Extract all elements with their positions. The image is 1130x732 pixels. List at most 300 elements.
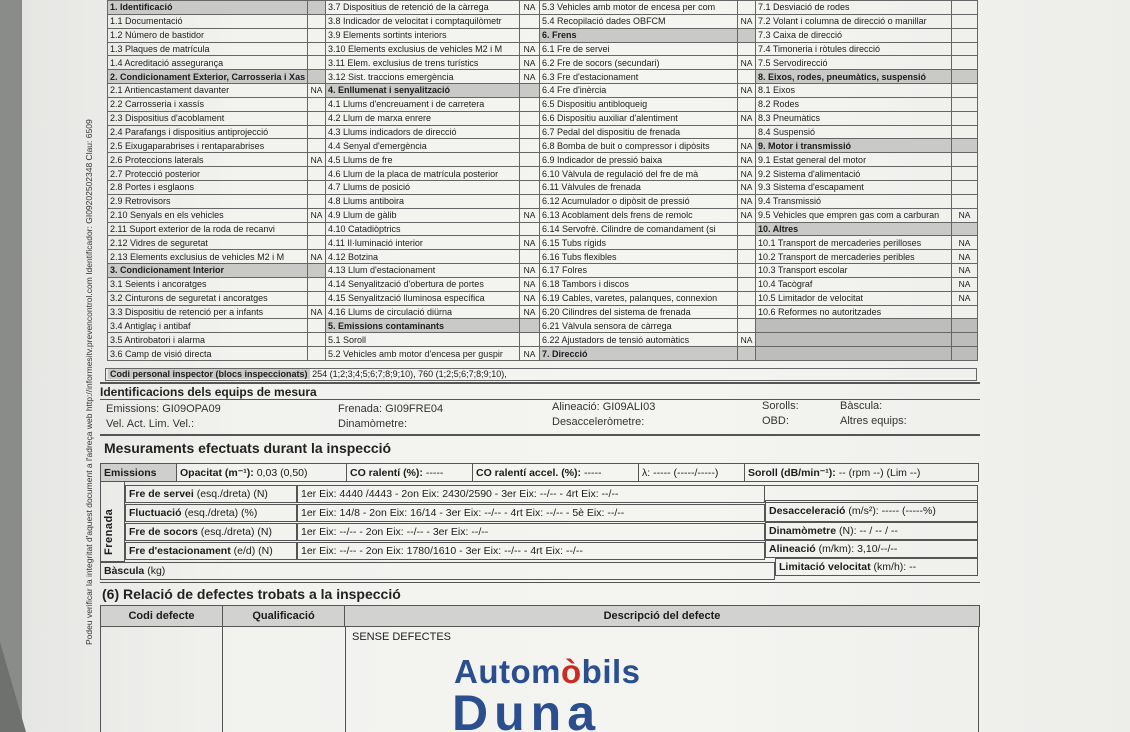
checklist-item: 2.4 Parafangs i dispositius antiprojecció	[108, 125, 308, 139]
na-flag	[952, 42, 978, 56]
emissions-row	[100, 463, 979, 482]
na-flag	[308, 1, 326, 15]
na-flag	[308, 319, 326, 333]
soroll-value: -- (rpm --) (Lim --)	[838, 466, 921, 479]
na-flag	[308, 180, 326, 194]
checklist-item: 2.12 Vidres de seguretat	[108, 236, 308, 250]
checklist-item: 6.9 Indicador de pressió baixa	[540, 153, 738, 167]
na-flag: NA	[308, 305, 326, 319]
na-flag	[738, 291, 756, 305]
na-flag	[738, 236, 756, 250]
na-flag	[738, 222, 756, 236]
checklist-row	[108, 222, 978, 236]
fre-socors-label: Fre de socors	[129, 526, 198, 538]
checklist-item: 2.7 Protecció posterior	[108, 167, 308, 181]
checklist-item: 2.11 Suport exterior de la roda de recanvi	[108, 222, 308, 236]
na-flag	[738, 70, 756, 84]
dinamometre-label: Dinamòmetre	[769, 525, 837, 537]
na-flag: NA	[952, 277, 978, 291]
fre-estac-values: 1er Eix: --/-- - 2on Eix: 1780/1610 - 3er Eix: --/-- - 4rt Eix: --/--	[297, 542, 765, 560]
na-flag	[520, 97, 540, 111]
checklist-row	[108, 291, 978, 305]
checklist-item: 6.3 Fre d'estacionament	[540, 70, 738, 84]
checklist-row	[108, 14, 978, 28]
checklist-item: 6.22 Ajustadors de tensió automàtics	[540, 333, 738, 347]
checklist-item: 4.8 Llums antiboira	[326, 194, 520, 208]
divider	[100, 582, 980, 583]
equip-sorolls: Sorolls:	[762, 400, 799, 412]
checklist-item: 3.11 Elem. exclusius de trens turístics	[326, 56, 520, 70]
empty-cell	[756, 347, 952, 361]
na-flag: NA	[952, 291, 978, 305]
emissions-label: Emissions	[101, 464, 177, 482]
desacceleracio-label: Desacceleració	[769, 505, 846, 517]
checklist-item: 4.1 Llums d'encreuament i de carretera	[326, 97, 520, 111]
na-flag	[308, 139, 326, 153]
na-flag: NA	[738, 139, 756, 153]
checklist-item: 2.13 Elements exclusius de vehicles M2 i M	[108, 250, 308, 264]
section-header: 8. Eixos, rodes, pneumàtics, suspensió	[756, 70, 952, 84]
na-flag: NA	[520, 70, 540, 84]
checklist-item: 6.2 Fre de socors (secundari)	[540, 56, 738, 70]
section-header: 3. Condicionament Interior	[108, 264, 308, 278]
checklist-item: 1.1 Documentació	[108, 14, 308, 28]
checklist-item: 6.5 Dispositiu antibloqueig	[540, 97, 738, 111]
checklist-item: 2.3 Dispositius d'acoblament	[108, 111, 308, 125]
defectes-header	[100, 605, 980, 627]
checklist-row	[108, 180, 978, 194]
na-flag: NA	[738, 208, 756, 222]
equip-desacc: Desacceleròmetre:	[552, 416, 645, 428]
na-flag: NA	[308, 250, 326, 264]
checklist-item: 3.9 Elements sortints interiors	[326, 28, 520, 42]
section-header: 5. Emissions contaminants	[326, 319, 520, 333]
checklist-item: 4.4 Senyal d'emergència	[326, 139, 520, 153]
na-flag	[952, 14, 978, 28]
checklist-item: 2.9 Retrovisors	[108, 194, 308, 208]
dinamometre-cell	[765, 522, 978, 540]
checklist-item: 4.2 Llum de marxa enrere	[326, 111, 520, 125]
alineacio-label: Alineació	[769, 543, 816, 555]
co-ralenti-cell	[347, 464, 473, 482]
checklist-item: 6.20 Cilindres del sistema de frenada	[540, 305, 738, 319]
checklist-item: 9.4 Transmissió	[756, 194, 952, 208]
bascula-cell	[100, 562, 775, 580]
fre-servei-label: Fre de servei	[129, 488, 194, 500]
na-flag: NA	[308, 208, 326, 222]
equip-alineacio: Alineació: GI09ALI03	[552, 401, 656, 413]
checklist-row	[108, 208, 978, 222]
checklist-item: 5.4 Recopilació dades OBFCM	[540, 14, 738, 28]
na-flag	[520, 84, 540, 98]
checklist-item: 7.1 Desviació de rodes	[756, 1, 952, 15]
fluctuacio-values: 1er Eix: 14/8 - 2on Eix: 16/14 - 3er Eix: --/-- - 4rt Eix: --/-- - 5è Eix: --/--	[297, 504, 765, 522]
na-flag: NA	[738, 14, 756, 28]
checklist-item: 2.10 Senyals en els vehicles	[108, 208, 308, 222]
na-flag	[308, 264, 326, 278]
col-codi-defecte: Codi defecte	[101, 606, 223, 627]
checklist-item: 3.3 Dispositiu de retenció per a infants	[108, 305, 308, 319]
checklist-item: 10.4 Tacògraf	[756, 277, 952, 291]
checklist-row	[108, 347, 978, 361]
na-flag	[738, 264, 756, 278]
checklist-item: 1.4 Acreditació assegurança	[108, 56, 308, 70]
checklist-item: 9.2 Sistema d'alimentació	[756, 167, 952, 181]
na-flag	[520, 180, 540, 194]
equip-obd: OBD:	[762, 415, 789, 427]
na-flag	[738, 319, 756, 333]
na-flag: NA	[520, 42, 540, 56]
lambda-cell: λ: ----- (-----/-----)	[639, 464, 745, 482]
na-flag	[738, 28, 756, 42]
empty-cell	[952, 347, 978, 361]
fluctuacio-label: Fluctuació	[129, 507, 182, 519]
checklist-row	[108, 319, 978, 333]
checklist-item: 6.11 Vàlvules de frenada	[540, 180, 738, 194]
checklist-item: 6.4 Fre d'inèrcia	[540, 84, 738, 98]
checklist-item: 3.10 Elements exclusius de vehicles M2 i M	[326, 42, 520, 56]
empty-cell	[952, 319, 978, 333]
checklist-row	[108, 111, 978, 125]
na-flag	[738, 97, 756, 111]
na-flag: NA	[520, 56, 540, 70]
checklist-item: 6.12 Acumulador o dipòsit de pressió	[540, 194, 738, 208]
na-flag	[520, 250, 540, 264]
checklist-item: 4.3 Llums indicadors de direcció	[326, 125, 520, 139]
limitacio-label: Limitació velocitat	[779, 561, 871, 573]
na-flag	[738, 42, 756, 56]
checklist-item: 4.14 Senyalització d'obertura de portes	[326, 277, 520, 291]
limitacio-cell	[775, 558, 978, 576]
col-qualificacio: Qualificació	[223, 606, 345, 627]
checklist-row	[108, 56, 978, 70]
desacceleracio-unit: (m/s²):	[848, 505, 879, 517]
checklist-item: 10.3 Transport escolar	[756, 264, 952, 278]
na-flag	[952, 167, 978, 181]
defect-description: SENSE DEFECTES	[352, 631, 452, 643]
checklist-item: 5.2 Vehicles amb motor d'encesa per guspir	[326, 347, 520, 361]
alineacio-value: (m/km): 3,10/--/--	[818, 543, 898, 555]
checklist-item: 6.21 Vàlvula sensora de càrrega	[540, 319, 738, 333]
fre-estac-unit: (e/d) (N)	[233, 545, 273, 557]
fre-estac-label-cell	[125, 542, 297, 560]
fluctuacio-label-cell	[125, 504, 297, 522]
na-flag	[308, 277, 326, 291]
na-flag	[308, 236, 326, 250]
fluctuacio-unit: (esq./dreta) (%)	[184, 507, 258, 519]
checklist-item: 7.4 Timoneria i ròtules direcció	[756, 42, 952, 56]
checklist-row	[108, 236, 978, 250]
section-header: 9. Motor i transmissió	[756, 139, 952, 153]
checklist-row	[108, 70, 978, 84]
na-flag: NA	[520, 1, 540, 15]
background-corner	[0, 642, 26, 732]
na-flag	[738, 277, 756, 291]
checklist-item: 6.19 Cables, varetes, palanques, connexion	[540, 291, 738, 305]
na-flag: NA	[520, 347, 540, 361]
limitacio-value: (km/h): --	[873, 561, 917, 573]
co-ralenti-value: -----	[425, 466, 444, 479]
checklist-item: 2.8 Portes i esglaons	[108, 180, 308, 194]
na-flag	[952, 125, 978, 139]
checklist-item: 9.1 Estat general del motor	[756, 153, 952, 167]
checklist-row	[108, 333, 978, 347]
na-flag	[952, 1, 978, 15]
na-flag	[520, 14, 540, 28]
na-flag: NA	[952, 264, 978, 278]
co-accel-cell	[473, 464, 639, 482]
equip-dinamometre: Dinamòmetre:	[338, 418, 408, 430]
na-flag	[520, 194, 540, 208]
checklist-item: 6.18 Tambors i discos	[540, 277, 738, 291]
opacitat-value: 0,03 (0,50)	[256, 466, 308, 479]
na-flag	[308, 125, 326, 139]
logo-automobils: Automòbils	[454, 653, 641, 690]
checklist-item: 9.5 Vehicles que empren gas com a carburan	[756, 208, 952, 222]
na-flag	[308, 347, 326, 361]
na-flag	[952, 194, 978, 208]
inspector-code-value: 254 (1;2;3;4;5;6;7;8;9;10), 760 (1;2;5;6;7;8;9;10),	[312, 369, 507, 379]
defectes-title: (6) Relació de defectes trobats a la inspecció	[102, 586, 401, 602]
checklist-item: 6.10 Vàlvula de regulació del fre de mà	[540, 167, 738, 181]
checklist-item: 3.7 Dispositius de retenció de la càrrega	[326, 1, 520, 15]
na-flag	[520, 139, 540, 153]
checklist-item: 2.1 Antiencastament davanter	[108, 84, 308, 98]
na-flag: NA	[952, 250, 978, 264]
checklist-item: 10.5 Limitador de velocitat	[756, 291, 952, 305]
checklist-item: 6.17 Folres	[540, 264, 738, 278]
na-flag	[308, 194, 326, 208]
fre-socors-values: 1er Eix: --/-- - 2on Eix: --/-- - 3er Eix: --/--	[297, 523, 765, 541]
fre-socors-label-cell	[125, 523, 297, 541]
na-flag: NA	[738, 56, 756, 70]
section-header: 1. Identificació	[108, 1, 308, 15]
checklist-item: 6.15 Tubs rígids	[540, 236, 738, 250]
checklist-row	[108, 28, 978, 42]
checklist-item: 8.1 Eixos	[756, 84, 952, 98]
bascula-unit: (kg)	[147, 565, 166, 577]
na-flag	[952, 222, 978, 236]
na-flag	[738, 250, 756, 264]
na-flag	[952, 180, 978, 194]
na-flag	[520, 167, 540, 181]
na-flag	[520, 222, 540, 236]
fre-servei-values: 1er Eix: 4440 /4443 - 2on Eix: 2430/2590 - 3er Eix: --/-- - 4rt Eix: --/--	[297, 485, 765, 503]
na-flag: NA	[520, 277, 540, 291]
checklist-item: 9.3 Sistema d'escapament	[756, 180, 952, 194]
na-flag	[308, 291, 326, 305]
desacceleracio-cell	[765, 500, 978, 522]
na-flag	[520, 319, 540, 333]
na-flag: NA	[520, 208, 540, 222]
na-flag	[952, 84, 978, 98]
equip-bascula: Bàscula:	[840, 400, 883, 412]
na-flag: NA	[738, 194, 756, 208]
na-flag: NA	[520, 305, 540, 319]
checklist-row	[108, 305, 978, 319]
checklist-row	[108, 1, 978, 15]
empty-cell	[756, 319, 952, 333]
checklist-item: 6.6 Dispositiu auxiliar d'alentiment	[540, 111, 738, 125]
checklist-item: 1.2 Número de bastidor	[108, 28, 308, 42]
na-flag	[952, 153, 978, 167]
na-flag	[308, 14, 326, 28]
checklist-item: 10.2 Transport de mercaderies peribles	[756, 250, 952, 264]
co-accel-label: CO ralentí accel. (%):	[476, 466, 582, 479]
na-flag	[520, 333, 540, 347]
checklist-item: 4.16 Llums de circulació diürna	[326, 305, 520, 319]
co-ralenti-label: CO ralentí (%):	[350, 466, 423, 479]
co-accel-value: -----	[583, 466, 602, 479]
checklist-item: 8.3 Pneumàtics	[756, 111, 952, 125]
checklist-item: 4.5 Llums de fre	[326, 153, 520, 167]
fre-socors-unit: (esq./dreta) (N)	[200, 526, 272, 538]
checklist-row	[108, 97, 978, 111]
equip-frenada: Frenada: GI09FRE04	[338, 403, 444, 415]
checklist-item: 8.4 Suspensió	[756, 125, 952, 139]
equips-title: Identificacions dels equips de mesura	[100, 385, 317, 399]
verification-side-text: Podeu verificar la integritat d'aquest document a l'adreça web http://informesitv.prevencontrol.com Identificador: GI09202502348 Clau: 6509	[84, 119, 94, 645]
checklist-item: 2.6 Proteccions laterals	[108, 153, 308, 167]
na-flag	[308, 97, 326, 111]
checklist-item: 3.6 Camp de visió directa	[108, 347, 308, 361]
checklist-item: 3.8 Indicador de velocitat i comptaquilòmetr	[326, 14, 520, 28]
logo-duna: Duna	[452, 685, 601, 732]
na-flag	[308, 70, 326, 84]
checklist-item: 6.13 Acoblament dels frens de remolc	[540, 208, 738, 222]
checklist-item: 4.11 Il·luminació interior	[326, 236, 520, 250]
na-flag	[308, 42, 326, 56]
checklist-item: 3.5 Antirobatori i alarma	[108, 333, 308, 347]
na-flag: NA	[738, 111, 756, 125]
checklist-item: 8.2 Rodes	[756, 97, 952, 111]
na-flag	[308, 167, 326, 181]
checklist-row	[108, 194, 978, 208]
na-flag: NA	[520, 291, 540, 305]
na-flag	[520, 153, 540, 167]
section-header: 7. Direcció	[540, 347, 738, 361]
checklist-item: 6.14 Servofrè. Cilindre de comandament (si	[540, 222, 738, 236]
frenada-vertical-label: Frenada	[103, 508, 115, 555]
na-flag	[952, 28, 978, 42]
checklist-item: 10.6 Reformes no autoritzades	[756, 305, 952, 319]
soroll-label: Soroll (dB/min⁻¹):	[748, 466, 836, 479]
checklist-item: 3.2 Cinturons de seguretat i ancoratges	[108, 291, 308, 305]
checklist-row	[108, 250, 978, 264]
mesures-title: Mesuraments efectuats durant la inspecció	[104, 440, 392, 456]
na-flag	[738, 305, 756, 319]
na-flag: NA	[738, 180, 756, 194]
checklist-item: 2.5 Eixugaparabrises i rentaparabrises	[108, 139, 308, 153]
na-flag	[308, 28, 326, 42]
dinamometre-value: (N): -- / -- / --	[839, 525, 898, 537]
checklist-row	[108, 264, 978, 278]
na-flag	[952, 305, 978, 319]
equip-vel: Vel. Act. Lim. Vel.:	[106, 418, 195, 430]
checklist-item: 5.3 Vehicles amb motor de encesa per com	[540, 1, 738, 15]
divider	[100, 382, 980, 384]
alineacio-cell	[765, 540, 978, 558]
checklist-item: 4.10 Catadiòptrics	[326, 222, 520, 236]
checklist-item: 3.4 Antiglaç i antibaf	[108, 319, 308, 333]
checklist-row	[108, 139, 978, 153]
checklist-row	[108, 42, 978, 56]
opacitat-label: Opacitat (m⁻¹):	[180, 466, 254, 479]
na-flag	[308, 111, 326, 125]
equip-altres: Altres equips:	[840, 415, 907, 427]
na-flag: NA	[738, 333, 756, 347]
na-flag: NA	[520, 264, 540, 278]
na-flag	[952, 111, 978, 125]
checklist-item: 3.12 Sist. traccions emergència	[326, 70, 520, 84]
inspector-code-label: Codi personal inspector (blocs inspeccionats)	[110, 369, 308, 379]
na-flag: NA	[308, 153, 326, 167]
section-header: 4. Enllumenat i senyalització	[326, 84, 520, 98]
checklist-item: 3.1 Seients i ancoratges	[108, 277, 308, 291]
na-flag	[308, 333, 326, 347]
checklist-row	[108, 277, 978, 291]
checklist-item: 4.6 Llum de la placa de matrícula posterior	[326, 167, 520, 181]
bascula-label: Bàscula	[104, 565, 145, 577]
fre-estac-label: Fre d'estacionament	[129, 545, 231, 557]
checklist-item: 10.1 Transport de mercaderies perilloses	[756, 236, 952, 250]
na-flag	[520, 28, 540, 42]
col-descripcio: Descripció del defecte	[345, 606, 980, 627]
inspector-code-row	[105, 368, 977, 381]
checklist-item: 4.15 Senyalització lluminosa específica	[326, 291, 520, 305]
checklist-item: 6.8 Bomba de buit o compressor i dipòsits	[540, 139, 738, 153]
opacitat-cell	[177, 464, 347, 482]
checklist-row	[108, 125, 978, 139]
checklist-item: 7.3 Caixa de direcció	[756, 28, 952, 42]
checklist-item: 6.16 Tubs flexibles	[540, 250, 738, 264]
na-flag: NA	[738, 167, 756, 181]
section-header: 6. Frens	[540, 28, 738, 42]
inspection-checklist-grid	[107, 0, 978, 361]
empty-cell	[952, 333, 978, 347]
empty-cell	[756, 333, 952, 347]
na-flag	[738, 1, 756, 15]
equip-emissions: Emissions: GI09OPA09	[106, 403, 221, 415]
checklist-item: 4.13 Llum d'estacionament	[326, 264, 520, 278]
soroll-cell	[745, 464, 979, 482]
col-divider	[345, 626, 346, 732]
na-flag	[308, 222, 326, 236]
checklist-item: 4.7 Llums de posició	[326, 180, 520, 194]
checklist-row	[108, 153, 978, 167]
na-flag	[952, 139, 978, 153]
fre-servei-label-cell	[125, 485, 297, 503]
na-flag: NA	[738, 153, 756, 167]
na-flag	[520, 125, 540, 139]
checklist-row	[108, 84, 978, 98]
checklist-item: 2.2 Carrosseria i xassís	[108, 97, 308, 111]
fre-servei-unit: (esq./dreta) (N)	[196, 488, 268, 500]
checklist-item: 6.7 Pedal del dispositiu de frenada	[540, 125, 738, 139]
checklist-item: 7.2 Volant i columna de direcció o manillar	[756, 14, 952, 28]
na-flag: NA	[738, 84, 756, 98]
checklist-item: 6.1 Fre de servei	[540, 42, 738, 56]
na-flag: NA	[952, 236, 978, 250]
na-flag	[952, 97, 978, 111]
checklist-item: 5.1 Soroll	[326, 333, 520, 347]
na-flag: NA	[308, 84, 326, 98]
na-flag	[952, 70, 978, 84]
na-flag	[520, 111, 540, 125]
checklist-item: 7.5 Servodirecció	[756, 56, 952, 70]
checklist-item: 4.9 Llum de gàlib	[326, 208, 520, 222]
na-flag	[738, 347, 756, 361]
